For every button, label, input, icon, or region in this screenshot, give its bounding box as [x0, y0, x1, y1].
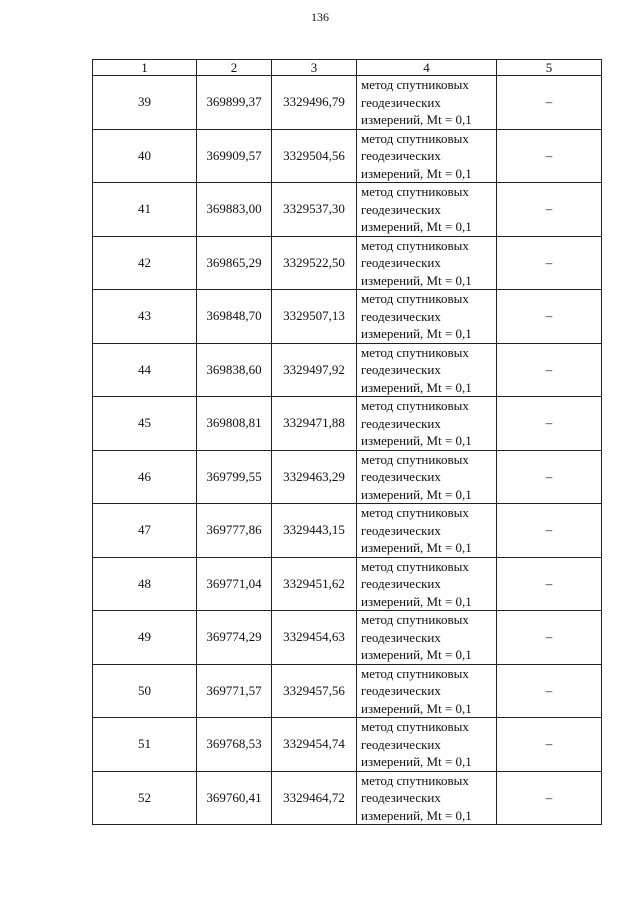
note-cell: –	[497, 76, 602, 130]
method-line: геодезических	[361, 576, 441, 591]
header-col-3: 3	[272, 60, 357, 76]
x-coordinate-cell: 369848,70	[197, 290, 272, 344]
method-line: измерений, Mt = 0,1	[361, 165, 472, 181]
method-line: метод спутниковых	[361, 344, 469, 360]
method-cell	[357, 236, 497, 290]
method-line: метод спутниковых	[361, 719, 469, 734]
coordinates-table	[92, 59, 602, 825]
method-cell	[357, 718, 497, 772]
method-line: геодезических	[361, 790, 441, 805]
method-cell	[357, 76, 497, 130]
x-coordinate-cell: 369774,29	[197, 611, 272, 665]
header-col-4: 4	[357, 60, 497, 76]
method-line: измерений, Mt = 0,1	[361, 700, 472, 716]
method-cell	[357, 129, 497, 183]
method-line: метод спутниковых	[361, 612, 469, 627]
header-col-1: 1	[93, 60, 197, 76]
y-coordinate-cell: 3329497,92	[272, 343, 357, 397]
note-cell: –	[497, 664, 602, 718]
method-line: метод спутниковых	[361, 772, 469, 788]
x-coordinate-cell: 369883,00	[197, 183, 272, 237]
x-coordinate-cell: 369909,57	[197, 129, 272, 183]
header-col-5: 5	[497, 60, 602, 76]
method-cell	[357, 611, 497, 665]
x-coordinate-cell: 369899,37	[197, 76, 272, 130]
x-coordinate-cell: 369865,29	[197, 236, 272, 290]
method-line: измерений, Mt = 0,1	[361, 112, 472, 127]
table-header	[93, 60, 602, 76]
note-cell: –	[497, 611, 602, 665]
page-number: 136	[311, 10, 329, 24]
table-row	[93, 504, 602, 558]
method-line: геодезических	[361, 415, 441, 431]
method-line: измерений, Mt = 0,1	[361, 486, 472, 502]
table-row	[93, 611, 602, 665]
method-line: геодезических	[361, 522, 441, 538]
method-line: измерений, Mt = 0,1	[361, 326, 472, 341]
method-cell	[357, 183, 497, 237]
table-row	[93, 450, 602, 504]
method-cell	[357, 290, 497, 344]
method-cell	[357, 504, 497, 558]
method-cell	[357, 664, 497, 718]
note-cell: –	[497, 236, 602, 290]
method-line: метод спутниковых	[361, 398, 469, 413]
x-coordinate-cell: 369760,41	[197, 771, 272, 825]
x-coordinate-cell: 369808,81	[197, 397, 272, 451]
method-line: геодезических	[361, 629, 441, 645]
table-row	[93, 343, 602, 397]
method-line: метод спутниковых	[361, 665, 469, 681]
method-line: метод спутниковых	[361, 130, 469, 146]
method-line: геодезических	[361, 683, 441, 698]
method-line: измерений, Mt = 0,1	[361, 379, 472, 395]
method-line: геодезических	[361, 308, 441, 324]
point-number-cell: 43	[93, 290, 197, 344]
point-number-cell: 44	[93, 343, 197, 397]
table-row	[93, 290, 602, 344]
table-row	[93, 76, 602, 130]
method-line: геодезических	[361, 94, 441, 110]
note-cell: –	[497, 343, 602, 397]
y-coordinate-cell: 3329454,74	[272, 718, 357, 772]
point-number-cell: 49	[93, 611, 197, 665]
point-number-cell: 45	[93, 397, 197, 451]
method-line: измерений, Mt = 0,1	[361, 433, 472, 448]
point-number-cell: 52	[93, 771, 197, 825]
method-line: геодезических	[361, 362, 441, 377]
note-cell: –	[497, 504, 602, 558]
method-line: метод спутниковых	[361, 291, 469, 306]
method-line: геодезических	[361, 201, 441, 217]
point-number-cell: 46	[93, 450, 197, 504]
method-line: измерений, Mt = 0,1	[361, 593, 472, 609]
x-coordinate-cell: 369771,04	[197, 557, 272, 611]
y-coordinate-cell: 3329443,15	[272, 504, 357, 558]
note-cell: –	[497, 718, 602, 772]
y-coordinate-cell: 3329457,56	[272, 664, 357, 718]
y-coordinate-cell: 3329522,50	[272, 236, 357, 290]
method-line: геодезических	[361, 148, 441, 163]
point-number-cell: 47	[93, 504, 197, 558]
method-line: измерений, Mt = 0,1	[361, 272, 472, 288]
y-coordinate-cell: 3329454,63	[272, 611, 357, 665]
point-number-cell: 51	[93, 718, 197, 772]
method-line: метод спутниковых	[361, 558, 469, 574]
note-cell: –	[497, 450, 602, 504]
table-row	[93, 236, 602, 290]
y-coordinate-cell: 3329496,79	[272, 76, 357, 130]
table-row	[93, 664, 602, 718]
x-coordinate-cell: 369771,57	[197, 664, 272, 718]
note-cell: –	[497, 397, 602, 451]
header-row	[93, 60, 602, 76]
method-cell	[357, 771, 497, 825]
x-coordinate-cell: 369768,53	[197, 718, 272, 772]
method-line: метод спутниковых	[361, 237, 469, 253]
table-row	[93, 129, 602, 183]
y-coordinate-cell: 3329464,72	[272, 771, 357, 825]
method-cell	[357, 557, 497, 611]
note-cell: –	[497, 129, 602, 183]
method-line: геодезических	[361, 255, 441, 270]
point-number-cell: 50	[93, 664, 197, 718]
table-body	[93, 76, 602, 825]
method-line: метод спутниковых	[361, 184, 469, 199]
table-row	[93, 183, 602, 237]
x-coordinate-cell: 369799,55	[197, 450, 272, 504]
note-cell: –	[497, 183, 602, 237]
method-line: измерений, Mt = 0,1	[361, 807, 472, 823]
method-line: измерений, Mt = 0,1	[361, 647, 472, 662]
table-row	[93, 718, 602, 772]
y-coordinate-cell: 3329537,30	[272, 183, 357, 237]
note-cell: –	[497, 557, 602, 611]
y-coordinate-cell: 3329471,88	[272, 397, 357, 451]
point-number-cell: 40	[93, 129, 197, 183]
point-number-cell: 41	[93, 183, 197, 237]
point-number-cell: 42	[93, 236, 197, 290]
point-number-cell: 48	[93, 557, 197, 611]
method-line: метод спутниковых	[361, 451, 469, 467]
method-line: метод спутниковых	[361, 505, 469, 520]
y-coordinate-cell: 3329507,13	[272, 290, 357, 344]
note-cell: –	[497, 771, 602, 825]
method-line: метод спутниковых	[361, 77, 469, 92]
method-line: измерений, Mt = 0,1	[361, 219, 472, 234]
header-col-2: 2	[197, 60, 272, 76]
x-coordinate-cell: 369777,86	[197, 504, 272, 558]
method-cell	[357, 450, 497, 504]
method-cell	[357, 397, 497, 451]
method-line: геодезических	[361, 736, 441, 752]
x-coordinate-cell: 369838,60	[197, 343, 272, 397]
table-row	[93, 771, 602, 825]
method-line: измерений, Mt = 0,1	[361, 754, 472, 769]
y-coordinate-cell: 3329504,56	[272, 129, 357, 183]
table-row	[93, 397, 602, 451]
method-line: геодезических	[361, 469, 441, 484]
method-line: измерений, Mt = 0,1	[361, 540, 472, 555]
y-coordinate-cell: 3329451,62	[272, 557, 357, 611]
method-cell	[357, 343, 497, 397]
table-row	[93, 557, 602, 611]
point-number-cell: 39	[93, 76, 197, 130]
note-cell: –	[497, 290, 602, 344]
y-coordinate-cell: 3329463,29	[272, 450, 357, 504]
